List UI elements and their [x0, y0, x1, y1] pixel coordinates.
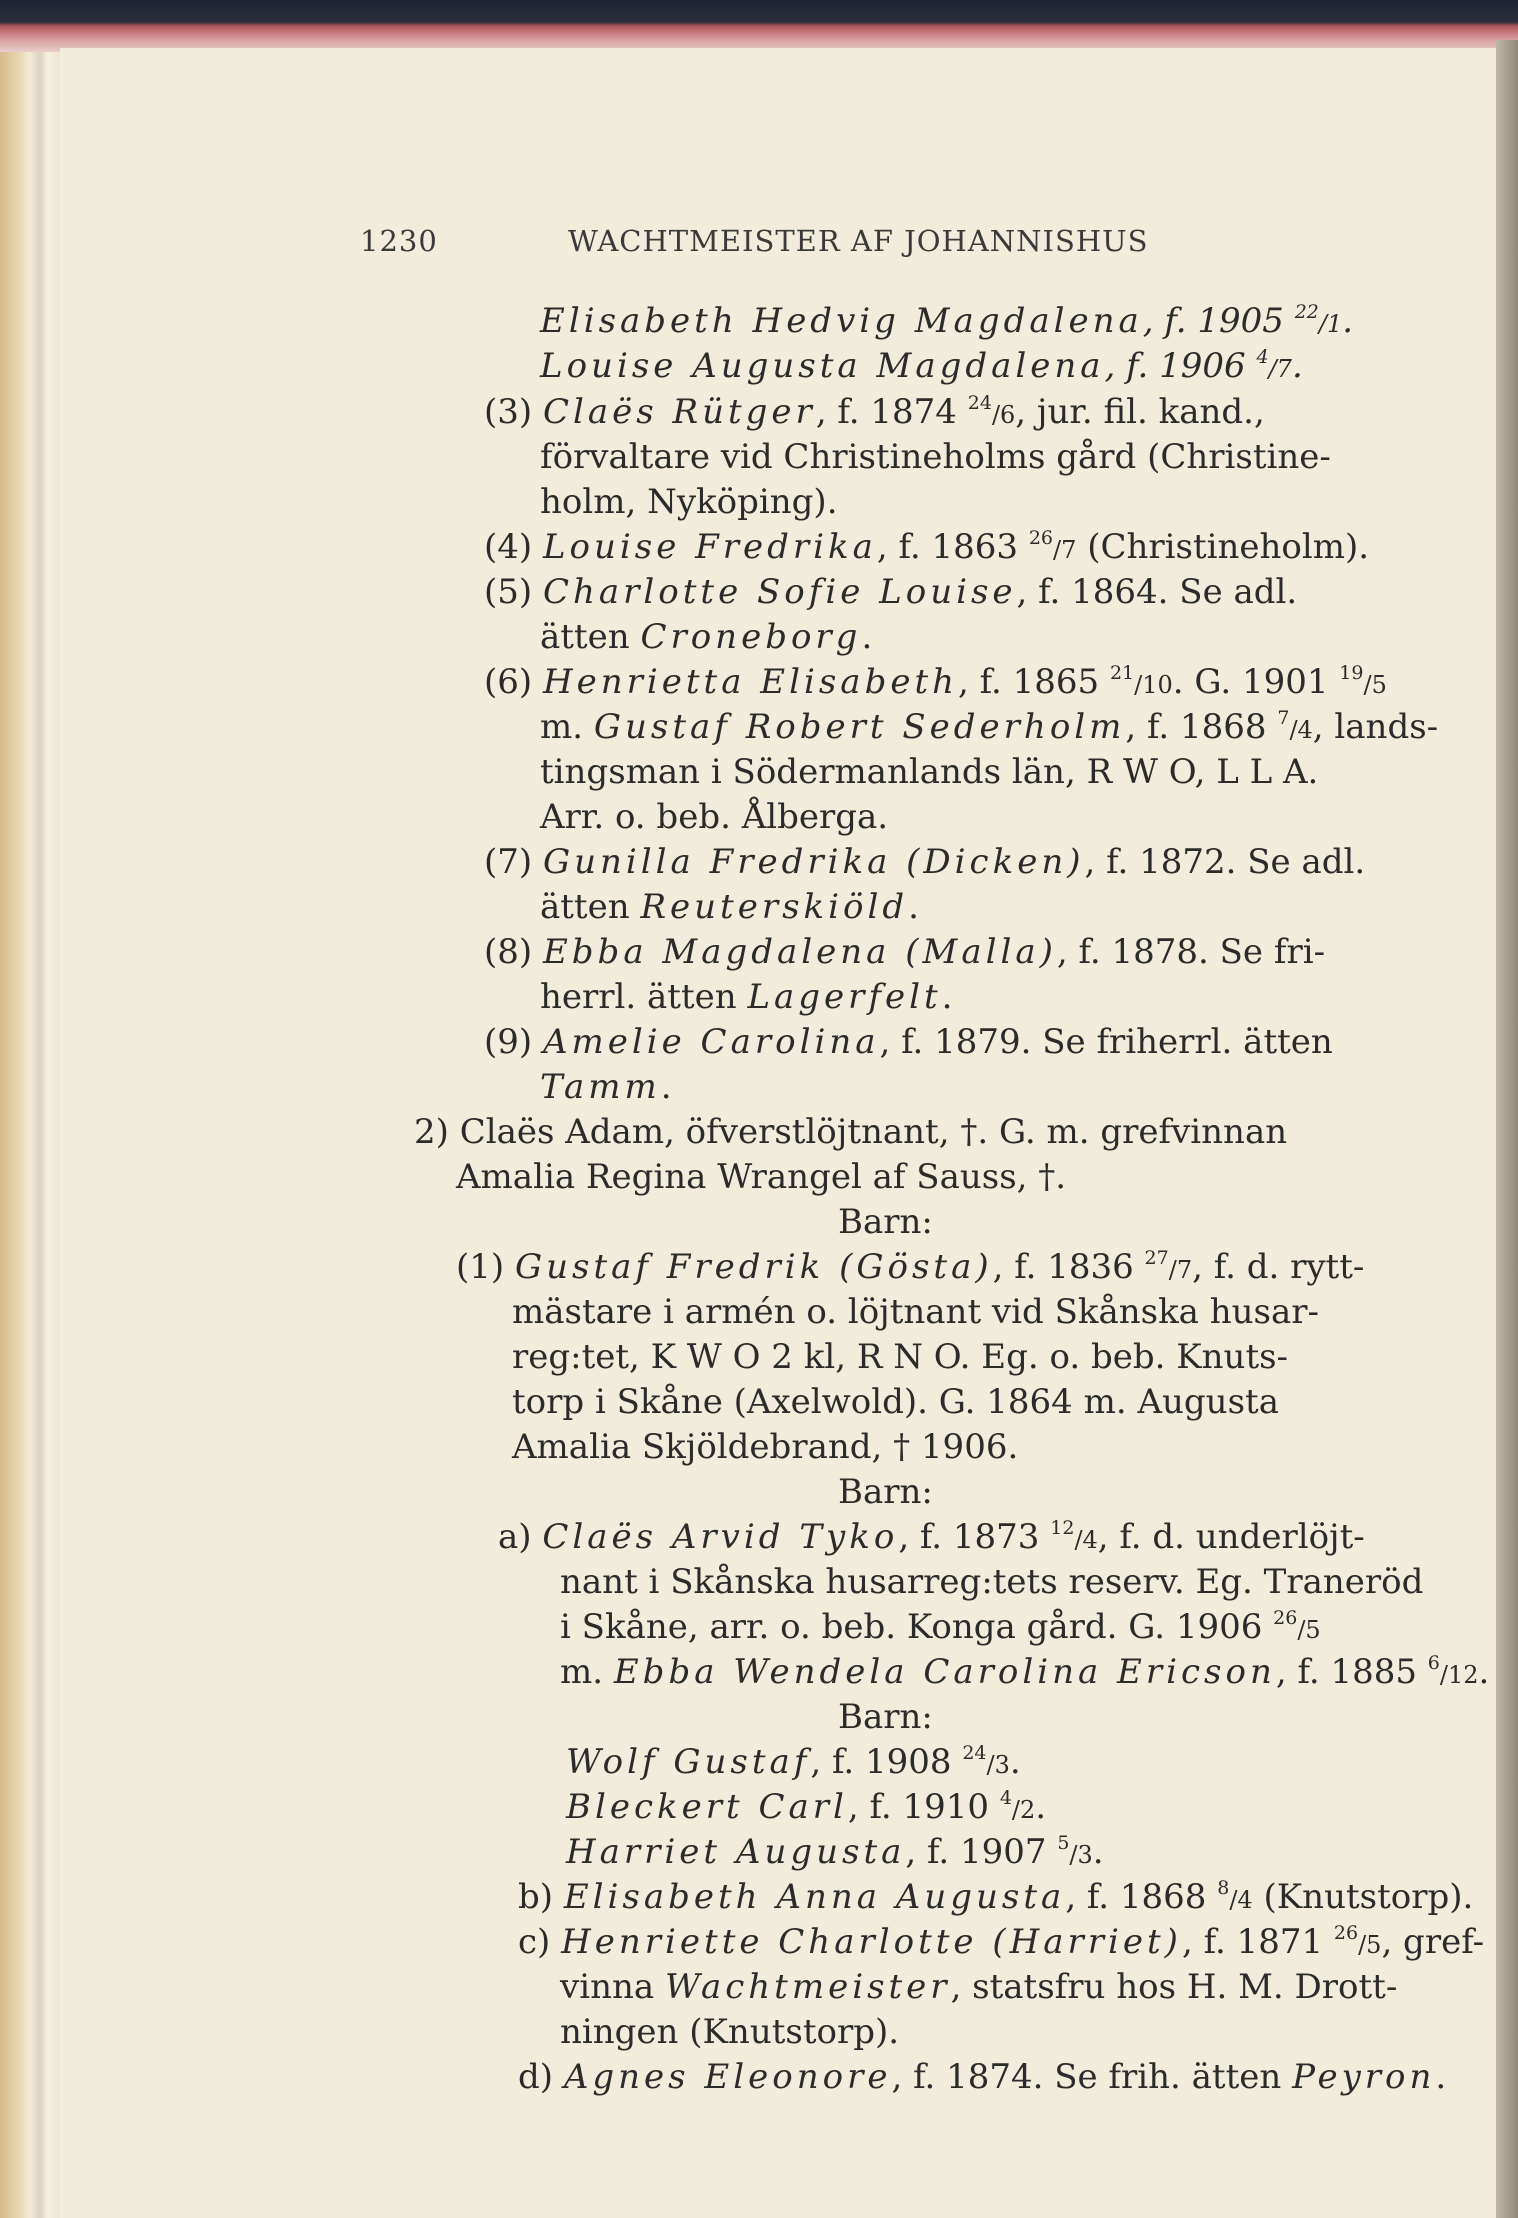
text-line: reg:tet, K W O 2 kl, R N O. Eg. o. beb. Knuts- [512, 1337, 1289, 1377]
top-edge-band [0, 0, 1518, 52]
text-line: (7) Gunilla Fredrika (Dicken), f. 1872. Se adl. [484, 842, 1366, 882]
page-title: WACHTMEISTER AF JOHANNISHUS [568, 224, 1149, 258]
text-line: herrl. ätten Lagerfelt. [540, 977, 953, 1017]
text-line: (1) Gustaf Fredrik (Gösta), f. 1836 $^{27}$/7, f. d. rytt- [456, 1247, 1365, 1287]
text-line: (3) Claës Rütger, f. 1874 $^{24}$/6, jur. fil. kand., [484, 392, 1265, 432]
text-line: Barn: [838, 1202, 933, 1242]
text-line: m. Gustaf Robert Sederholm, f. 1868 $^7$/4, lands- [540, 707, 1439, 747]
text-line: ätten Croneborg. [540, 617, 873, 657]
text-line: (5) Charlotte Sofie Louise, f. 1864. Se adl. [484, 572, 1298, 612]
text-line: Tamm. [540, 1067, 672, 1107]
text-line: nant i Skånska husarreg:tets reserv. Eg. Traneröd [560, 1562, 1424, 1602]
text-line: Barn: [838, 1472, 933, 1512]
text-line: d) Agnes Eleonore, f. 1874. Se frih. ätten Peyron. [518, 2057, 1447, 2097]
text-line: c) Henriette Charlotte (Harriet), f. 1871 $^{26}$/5, gref- [518, 1922, 1485, 1962]
text-line: a) Claës Arvid Tyko, f. 1873 $^{12}$/4, f. d. underlöjt- [498, 1517, 1365, 1557]
text-line: Amalia Regina Wrangel af Sauss, †. [456, 1157, 1067, 1197]
text-line: (4) Louise Fredrika, f. 1863 $^{26}$/7 (Christineholm). [484, 527, 1370, 567]
text-line: (8) Ebba Magdalena (Malla), f. 1878. Se fri- [484, 932, 1326, 972]
text-line: torp i Skåne (Axelwold). G. 1864 m. Augusta [512, 1382, 1279, 1422]
text-line: Arr. o. beb. Ålberga. [540, 797, 889, 837]
text-line: 2) Claës Adam, öfverstlöjtnant, †. G. m. grefvinnan [414, 1112, 1288, 1152]
page-number: 1230 [360, 224, 438, 258]
text-line: förvaltare vid Christineholms gård (Christine- [540, 437, 1331, 477]
text-line: Louise Augusta Magdalena, f. 1906 $^4$/7. [540, 346, 1303, 386]
running-header [360, 224, 1148, 258]
text-line: Amalia Skjöldebrand, † 1906. [512, 1427, 1019, 1467]
text-line: (6) Henrietta Elisabeth, f. 1865 $^{21}$/10. G. 1901 $^{19}$/5 [484, 662, 1387, 702]
text-line: Elisabeth Hedvig Magdalena, f. 1905 $^{22}$/1. [540, 301, 1354, 341]
text-line: Bleckert Carl, f. 1910 $^4$/2. [566, 1787, 1047, 1827]
text-line: holm, Nyköping). [540, 482, 838, 522]
text-line: ätten Reuterskiöld. [540, 887, 919, 927]
text-line: i Skåne, arr. o. beb. Konga gård. G. 1906 $^{26}$/5 [560, 1607, 1321, 1647]
text-line: b) Elisabeth Anna Augusta, f. 1868 $^8$/4 (Knutstorp). [518, 1877, 1474, 1917]
text-line: mästare i armén o. löjtnant vid Skånska husar- [512, 1292, 1320, 1332]
book-spine-edge [0, 52, 60, 2218]
text-line: ningen (Knutstorp). [560, 2012, 900, 2052]
text-line: (9) Amelie Carolina, f. 1879. Se friherrl. ätten [484, 1022, 1333, 1062]
text-line: Barn: [838, 1697, 933, 1737]
text-line: tingsman i Södermanlands län, R W O, L L A. [540, 752, 1319, 792]
text-line: m. Ebba Wendela Carolina Ericson, f. 1885 $^6$/12. [560, 1652, 1490, 1692]
page-right-edge [1496, 40, 1518, 2218]
text-line: vinna Wachtmeister, statsfru hos H. M. Drott- [560, 1967, 1398, 2007]
text-line: Harriet Augusta, f. 1907 $^5$/3. [566, 1832, 1104, 1872]
text-line: Wolf Gustaf, f. 1908 $^{24}$/3. [566, 1742, 1021, 1782]
